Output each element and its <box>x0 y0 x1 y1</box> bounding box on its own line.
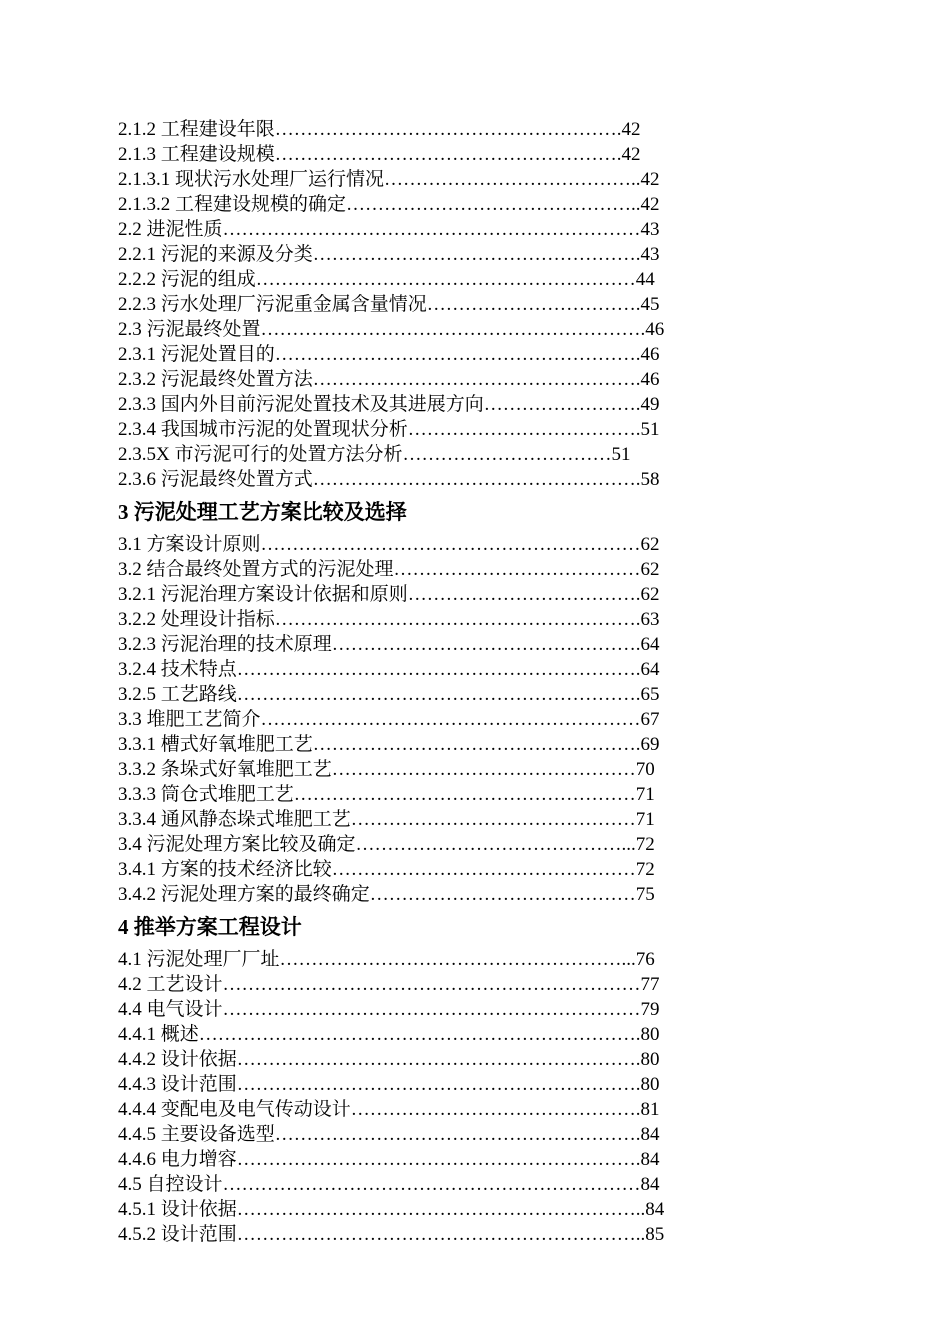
toc-entry: 3.3.4 通风静态垛式堆肥工艺………………………………………71 <box>118 809 655 830</box>
toc-entry: 4.4.5 主要设备选型………………………………………………….84 <box>118 1124 660 1145</box>
toc-entry: 2.2.1 污泥的来源及分类…………………………………………….43 <box>118 244 660 265</box>
toc-entry: 3.3.3 筒仓式堆肥工艺………………………………………………71 <box>118 784 655 805</box>
toc-entry: 3.1 方案设计原则……………………………………………………62 <box>118 534 660 555</box>
toc-entry: 3.3 堆肥工艺简介……………………………………………………67 <box>118 709 660 730</box>
toc-entry: 4.4.2 设计依据……………………………………………………….80 <box>118 1049 660 1070</box>
toc-entry: 3.2 结合最终处置方式的污泥处理…………………………………62 <box>118 559 660 580</box>
toc-entry: 2.1.3.1 现状污水处理厂运行情况…………………………………..42 <box>118 169 660 190</box>
toc-entry: 3.3.2 条垛式好氧堆肥工艺…………………………………………70 <box>118 759 655 780</box>
toc-entry: 3.2.5 工艺路线……………………………………………………….65 <box>118 684 660 705</box>
toc-entry: 4.5.2 设计范围………………………………………………………..85 <box>118 1224 665 1245</box>
toc-entry: 3.2.2 处理设计指标………………………………………………….63 <box>118 609 660 630</box>
toc-entry: 2.1.3 工程建设规模……………………………………………….42 <box>118 144 641 165</box>
toc-entry: 4.5.1 设计依据………………………………………………………..84 <box>118 1199 665 1220</box>
chapter-heading: 3 污泥处理工艺方案比较及选择 <box>118 500 407 524</box>
toc-entry: 3.4 污泥处理方案比较及确定……………………………………...72 <box>118 834 655 855</box>
toc-group-3 <box>118 909 758 1247</box>
toc-entry: 2.3.4 我国城市污泥的处置现状分析……………………………….51 <box>118 419 660 440</box>
toc-entry: 2.2.2 污泥的组成……………………………………………………44 <box>118 269 655 290</box>
toc-entry: 4.4.6 电力增容……………………………………………………….84 <box>118 1149 660 1170</box>
toc-entry: 3.2.3 污泥治理的技术原理………………………………………….64 <box>118 634 660 655</box>
toc-entry: 2.3.5X 市污泥可行的处置方法分析……………………………51 <box>118 444 631 465</box>
toc-entry: 4.4.1 概述…………………………………………………………….80 <box>118 1024 660 1045</box>
toc-entry: 2.3.6 污泥最终处置方式…………………………………………….58 <box>118 469 660 490</box>
toc-page <box>118 117 758 1247</box>
toc-entry: 2.2 进泥性质…………………………………………………………43 <box>118 219 660 240</box>
toc-entry: 3.2.4 技术特点……………………………………………………….64 <box>118 659 660 680</box>
toc-entry: 2.2.3 污水处理厂污泥重金属含量情况…………………………….45 <box>118 294 660 315</box>
chapter-heading: 4 推举方案工程设计 <box>118 915 302 939</box>
toc-entry: 3.2.1 污泥治理方案设计依据和原则……………………………….62 <box>118 584 660 605</box>
toc-entry: 4.1 污泥处理厂厂址………………………………………………...76 <box>118 949 655 970</box>
toc-entry: 4.2 工艺设计…………………………………………………………77 <box>118 974 660 995</box>
toc-entry: 4.4 电气设计…………………………………………………………79 <box>118 999 660 1020</box>
toc-entry: 4.4.3 设计范围……………………………………………………….80 <box>118 1074 660 1095</box>
toc-entry: 3.3.1 槽式好氧堆肥工艺…………………………………………….69 <box>118 734 660 755</box>
toc-entry: 3.4.2 污泥处理方案的最终确定……………………………………75 <box>118 884 655 905</box>
toc-entry: 2.3.2 污泥最终处置方法…………………………………………….46 <box>118 369 660 390</box>
toc-entry: 2.1.3.2 工程建设规模的确定………………………………………..42 <box>118 194 660 215</box>
toc-entry: 2.1.2 工程建设年限……………………………………………….42 <box>118 119 641 140</box>
toc-entry: 2.3.3 国内外目前污泥处置技术及其进展方向…………………….49 <box>118 394 660 415</box>
toc-entry: 2.3.1 污泥处置目的………………………………………………….46 <box>118 344 660 365</box>
toc-group-1 <box>118 117 758 492</box>
toc-group-2 <box>118 494 758 907</box>
toc-entry: 4.4.4 变配电及电气传动设计……………………………………….81 <box>118 1099 660 1120</box>
toc-entry: 3.4.1 方案的技术经济比较…………………………………………72 <box>118 859 655 880</box>
toc-entry: 2.3 污泥最终处置…………………………………………………….46 <box>118 319 665 340</box>
toc-entry: 4.5 自控设计…………………………………………………………84 <box>118 1174 660 1195</box>
